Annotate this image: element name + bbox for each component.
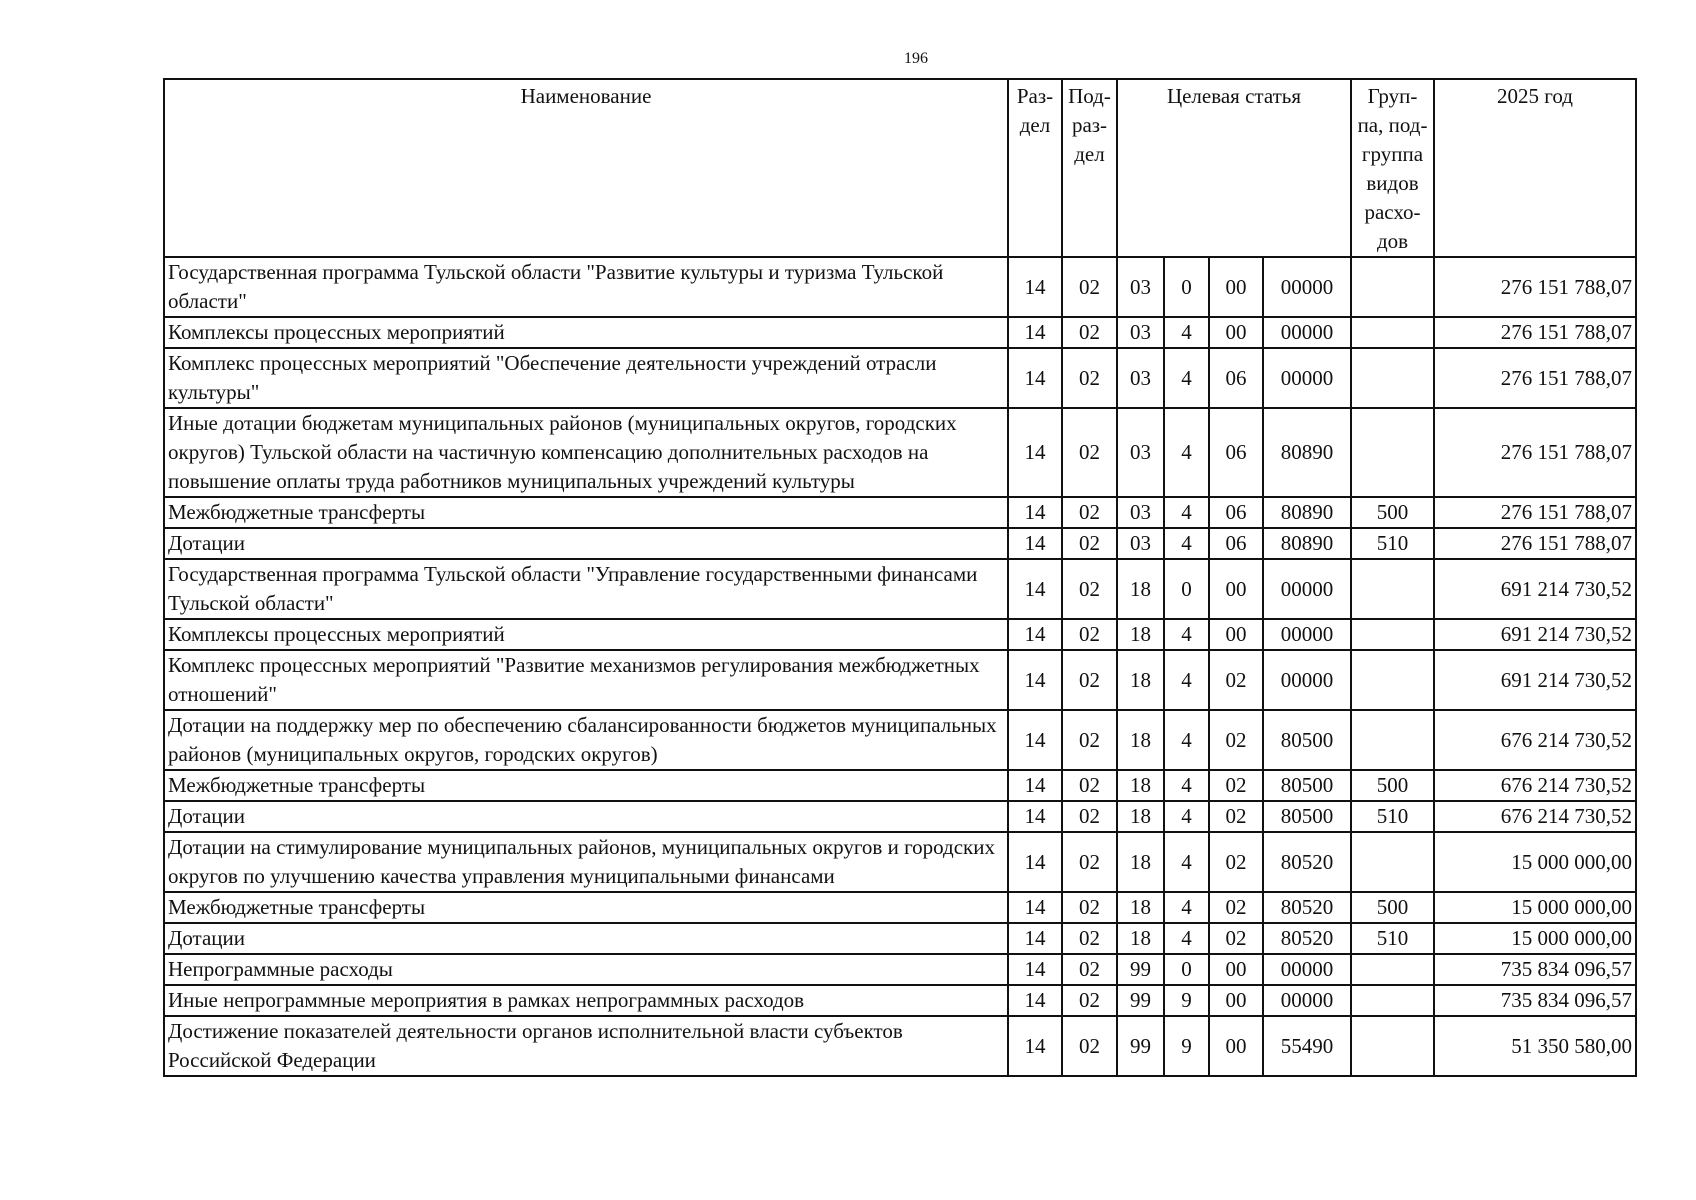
cell-podrazdel: 02 [1062, 892, 1117, 923]
cell-razdel: 14 [1008, 892, 1062, 923]
cell-target-type: 4 [1164, 348, 1209, 408]
table-row [164, 650, 1636, 710]
cell-target-program: 03 [1117, 408, 1164, 497]
cell-amount: 15 000 000,00 [1434, 832, 1636, 892]
cell-podrazdel: 02 [1062, 497, 1117, 528]
cell-amount: 15 000 000,00 [1434, 892, 1636, 923]
cell-target-direction: 00000 [1263, 954, 1351, 985]
cell-podrazdel: 02 [1062, 1016, 1117, 1076]
cell-razdel: 14 [1008, 985, 1062, 1016]
cell-target-program: 99 [1117, 1016, 1164, 1076]
cell-target-subprogram: 00 [1209, 317, 1263, 348]
cell-target-program: 18 [1117, 801, 1164, 832]
cell-target-program: 18 [1117, 559, 1164, 619]
cell-amount: 691 214 730,52 [1434, 650, 1636, 710]
cell-podrazdel: 02 [1062, 770, 1117, 801]
cell-razdel: 14 [1008, 770, 1062, 801]
header-row [164, 79, 1636, 257]
header-razdel: Раз- дел [1008, 79, 1062, 257]
cell-target-direction: 80890 [1263, 528, 1351, 559]
header-name: Наименование [164, 79, 1008, 257]
header-year: 2025 год [1434, 79, 1636, 257]
cell-group [1351, 559, 1434, 619]
cell-target-type: 0 [1164, 954, 1209, 985]
table-row [164, 528, 1636, 559]
cell-razdel: 14 [1008, 408, 1062, 497]
cell-razdel: 14 [1008, 497, 1062, 528]
cell-podrazdel: 02 [1062, 985, 1117, 1016]
table-row [164, 257, 1636, 317]
table-row [164, 923, 1636, 954]
cell-target-direction: 55490 [1263, 1016, 1351, 1076]
cell-target-direction: 00000 [1263, 650, 1351, 710]
cell-target-subprogram: 02 [1209, 650, 1263, 710]
cell-podrazdel: 02 [1062, 559, 1117, 619]
cell-target-direction: 00000 [1263, 559, 1351, 619]
cell-target-program: 03 [1117, 497, 1164, 528]
cell-razdel: 14 [1008, 801, 1062, 832]
cell-target-direction: 00000 [1263, 317, 1351, 348]
cell-target-subprogram: 00 [1209, 954, 1263, 985]
cell-amount: 691 214 730,52 [1434, 559, 1636, 619]
cell-target-subprogram: 02 [1209, 892, 1263, 923]
cell-name: Дотации [164, 528, 1008, 559]
cell-group [1351, 317, 1434, 348]
cell-name: Дотации [164, 801, 1008, 832]
cell-group [1351, 257, 1434, 317]
cell-target-program: 99 [1117, 985, 1164, 1016]
cell-name: Иные непрограммные мероприятия в рамках непрограммных расходов [164, 985, 1008, 1016]
cell-name: Непрограммные расходы [164, 954, 1008, 985]
cell-group [1351, 650, 1434, 710]
cell-target-program: 18 [1117, 619, 1164, 650]
cell-razdel: 14 [1008, 619, 1062, 650]
cell-target-program: 18 [1117, 892, 1164, 923]
cell-target-type: 4 [1164, 619, 1209, 650]
cell-target-type: 9 [1164, 1016, 1209, 1076]
cell-amount: 691 214 730,52 [1434, 619, 1636, 650]
header-podrazdel: Под- раз- дел [1062, 79, 1117, 257]
cell-target-direction: 80890 [1263, 408, 1351, 497]
table-row [164, 619, 1636, 650]
cell-amount: 735 834 096,57 [1434, 954, 1636, 985]
cell-name: Дотации на стимулирование муниципальных районов, муниципальных округов и городских округов по улучшению качества управления муниципальными финансами [164, 832, 1008, 892]
cell-name: Достижение показателей деятельности органов исполнительной власти субъектов Российской Федерации [164, 1016, 1008, 1076]
cell-target-subprogram: 02 [1209, 832, 1263, 892]
header-target: Целевая статья [1117, 79, 1351, 257]
cell-podrazdel: 02 [1062, 801, 1117, 832]
cell-name: Межбюджетные трансферты [164, 892, 1008, 923]
cell-podrazdel: 02 [1062, 650, 1117, 710]
cell-group [1351, 954, 1434, 985]
cell-name: Комплексы процессных мероприятий [164, 317, 1008, 348]
cell-target-direction: 00000 [1263, 985, 1351, 1016]
cell-amount: 735 834 096,57 [1434, 985, 1636, 1016]
cell-group: 500 [1351, 497, 1434, 528]
cell-target-direction: 80500 [1263, 710, 1351, 770]
cell-target-subprogram: 00 [1209, 559, 1263, 619]
cell-target-program: 03 [1117, 317, 1164, 348]
table-row [164, 710, 1636, 770]
cell-target-program: 18 [1117, 710, 1164, 770]
cell-target-direction: 80520 [1263, 892, 1351, 923]
cell-target-subprogram: 06 [1209, 408, 1263, 497]
cell-target-type: 4 [1164, 770, 1209, 801]
table-row [164, 892, 1636, 923]
table-row [164, 559, 1636, 619]
cell-amount: 676 214 730,52 [1434, 710, 1636, 770]
cell-group [1351, 619, 1434, 650]
cell-group: 500 [1351, 770, 1434, 801]
cell-name: Комплекс процессных мероприятий "Развитие механизмов регулирования межбюджетных отношений" [164, 650, 1008, 710]
cell-amount: 51 350 580,00 [1434, 1016, 1636, 1076]
cell-target-type: 4 [1164, 832, 1209, 892]
cell-name: Комплекс процессных мероприятий "Обеспечение деятельности учреждений отрасли культуры" [164, 348, 1008, 408]
cell-name: Межбюджетные трансферты [164, 497, 1008, 528]
cell-target-type: 9 [1164, 985, 1209, 1016]
cell-razdel: 14 [1008, 1016, 1062, 1076]
cell-target-subprogram: 02 [1209, 770, 1263, 801]
cell-podrazdel: 02 [1062, 619, 1117, 650]
cell-razdel: 14 [1008, 710, 1062, 770]
table-row [164, 497, 1636, 528]
cell-razdel: 14 [1008, 348, 1062, 408]
cell-target-type: 4 [1164, 892, 1209, 923]
cell-target-program: 03 [1117, 528, 1164, 559]
header-group: Груп- па, под- группа видов расхо- дов [1351, 79, 1434, 257]
cell-group [1351, 985, 1434, 1016]
cell-target-direction: 00000 [1263, 619, 1351, 650]
cell-amount: 276 151 788,07 [1434, 497, 1636, 528]
cell-podrazdel: 02 [1062, 408, 1117, 497]
cell-target-subprogram: 06 [1209, 497, 1263, 528]
cell-amount: 276 151 788,07 [1434, 348, 1636, 408]
budget-table [163, 78, 1637, 1077]
cell-target-subprogram: 00 [1209, 985, 1263, 1016]
cell-name: Государственная программа Тульской области "Развитие культуры и туризма Тульской области" [164, 257, 1008, 317]
cell-amount: 276 151 788,07 [1434, 528, 1636, 559]
cell-podrazdel: 02 [1062, 348, 1117, 408]
cell-target-direction: 80500 [1263, 770, 1351, 801]
cell-target-program: 03 [1117, 348, 1164, 408]
cell-podrazdel: 02 [1062, 832, 1117, 892]
table-row [164, 985, 1636, 1016]
cell-razdel: 14 [1008, 923, 1062, 954]
cell-target-subprogram: 02 [1209, 801, 1263, 832]
cell-target-type: 4 [1164, 923, 1209, 954]
cell-group [1351, 832, 1434, 892]
cell-name: Межбюджетные трансферты [164, 770, 1008, 801]
cell-target-subprogram: 00 [1209, 257, 1263, 317]
cell-target-type: 0 [1164, 257, 1209, 317]
cell-amount: 276 151 788,07 [1434, 317, 1636, 348]
cell-target-direction: 80890 [1263, 497, 1351, 528]
cell-target-program: 18 [1117, 650, 1164, 710]
cell-name: Иные дотации бюджетам муниципальных районов (муниципальных округов, городских округов) Тульской области на частичную компенсацию дополнительных расходов на повышение оплаты труда работников муниципальных учреждений культуры [164, 408, 1008, 497]
cell-target-subprogram: 06 [1209, 348, 1263, 408]
cell-target-type: 4 [1164, 528, 1209, 559]
cell-target-type: 4 [1164, 408, 1209, 497]
cell-podrazdel: 02 [1062, 317, 1117, 348]
cell-target-program: 99 [1117, 954, 1164, 985]
cell-target-program: 18 [1117, 832, 1164, 892]
cell-target-program: 03 [1117, 257, 1164, 317]
table-row [164, 408, 1636, 497]
cell-amount: 276 151 788,07 [1434, 408, 1636, 497]
cell-razdel: 14 [1008, 650, 1062, 710]
cell-razdel: 14 [1008, 832, 1062, 892]
cell-razdel: 14 [1008, 528, 1062, 559]
cell-podrazdel: 02 [1062, 710, 1117, 770]
cell-target-direction: 00000 [1263, 348, 1351, 408]
cell-group [1351, 1016, 1434, 1076]
table-row [164, 770, 1636, 801]
cell-target-direction: 00000 [1263, 257, 1351, 317]
cell-amount: 15 000 000,00 [1434, 923, 1636, 954]
cell-group [1351, 348, 1434, 408]
cell-podrazdel: 02 [1062, 528, 1117, 559]
cell-target-subprogram: 02 [1209, 923, 1263, 954]
cell-target-type: 4 [1164, 497, 1209, 528]
cell-target-program: 18 [1117, 770, 1164, 801]
cell-podrazdel: 02 [1062, 923, 1117, 954]
cell-target-direction: 80520 [1263, 923, 1351, 954]
cell-target-subprogram: 02 [1209, 710, 1263, 770]
table-row [164, 317, 1636, 348]
cell-target-subprogram: 00 [1209, 619, 1263, 650]
cell-amount: 676 214 730,52 [1434, 770, 1636, 801]
cell-podrazdel: 02 [1062, 257, 1117, 317]
cell-razdel: 14 [1008, 559, 1062, 619]
cell-razdel: 14 [1008, 954, 1062, 985]
cell-podrazdel: 02 [1062, 954, 1117, 985]
cell-group [1351, 710, 1434, 770]
cell-amount: 276 151 788,07 [1434, 257, 1636, 317]
table-row [164, 1016, 1636, 1076]
table-row [164, 954, 1636, 985]
cell-target-type: 0 [1164, 559, 1209, 619]
cell-target-program: 18 [1117, 923, 1164, 954]
cell-target-direction: 80500 [1263, 801, 1351, 832]
cell-target-type: 4 [1164, 650, 1209, 710]
cell-target-direction: 80520 [1263, 832, 1351, 892]
cell-group: 510 [1351, 801, 1434, 832]
cell-target-type: 4 [1164, 317, 1209, 348]
cell-razdel: 14 [1008, 257, 1062, 317]
cell-amount: 676 214 730,52 [1434, 801, 1636, 832]
cell-razdel: 14 [1008, 317, 1062, 348]
cell-target-type: 4 [1164, 801, 1209, 832]
cell-target-subprogram: 00 [1209, 1016, 1263, 1076]
cell-group [1351, 408, 1434, 497]
cell-group: 510 [1351, 528, 1434, 559]
table-body [164, 257, 1636, 1076]
table-row [164, 801, 1636, 832]
table-row [164, 348, 1636, 408]
cell-group: 500 [1351, 892, 1434, 923]
cell-name: Государственная программа Тульской области "Управление государственными финансами Тульской области" [164, 559, 1008, 619]
cell-target-type: 4 [1164, 710, 1209, 770]
cell-name: Дотации [164, 923, 1008, 954]
cell-target-subprogram: 06 [1209, 528, 1263, 559]
cell-group: 510 [1351, 923, 1434, 954]
page-number: 196 [904, 50, 928, 67]
table-row [164, 832, 1636, 892]
cell-name: Дотации на поддержку мер по обеспечению сбалансированности бюджетов муниципальных районов (муниципальных округов, городских округов) [164, 710, 1008, 770]
cell-name: Комплексы процессных мероприятий [164, 619, 1008, 650]
